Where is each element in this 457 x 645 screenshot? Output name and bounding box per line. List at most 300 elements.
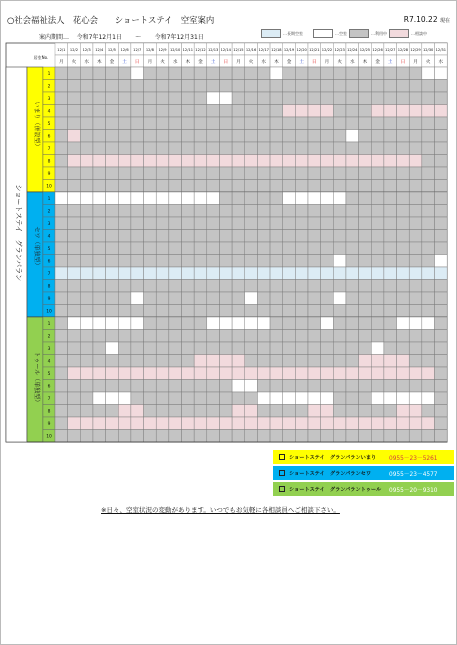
availability-cell: [308, 392, 321, 405]
availability-cell: [308, 92, 321, 105]
availability-cell: [321, 417, 334, 430]
availability-cell: [384, 330, 397, 343]
availability-cell: [144, 367, 157, 380]
availability-cell: [308, 230, 321, 243]
availability-cell: [68, 367, 81, 380]
availability-cell: [308, 417, 321, 430]
availability-cell: [207, 130, 220, 143]
room-no: 1: [47, 196, 51, 202]
availability-cell: [169, 67, 182, 80]
availability-cell: [232, 355, 245, 368]
availability-cell: [245, 155, 258, 168]
availability-cell: [219, 217, 232, 230]
unit-label: トゥール（単独型）: [33, 351, 40, 406]
availability-cell: [118, 155, 131, 168]
availability-cell: [144, 280, 157, 293]
availability-cell: [333, 280, 346, 293]
availability-cell: [144, 155, 157, 168]
availability-cell: [219, 142, 232, 155]
availability-cell: [93, 417, 106, 430]
availability-cell: [118, 317, 131, 330]
availability-cell: [346, 155, 359, 168]
availability-cell: [295, 280, 308, 293]
availability-cell: [80, 292, 93, 305]
availability-cell: [359, 205, 372, 218]
availability-cell: [169, 292, 182, 305]
availability-cell: [346, 130, 359, 143]
room-no: 9: [47, 171, 51, 177]
availability-cell: [359, 67, 372, 80]
availability-cell: [106, 142, 119, 155]
availability-cell: [422, 342, 435, 355]
availability-cell: [346, 255, 359, 268]
availability-cell: [257, 217, 270, 230]
contact-sewa: [273, 466, 454, 480]
availability-cell: [257, 192, 270, 205]
date-label: 12/3: [82, 48, 91, 52]
room-no: 9: [47, 421, 51, 427]
availability-cell: [169, 105, 182, 118]
availability-cell: [333, 417, 346, 430]
date-label: 12/29: [410, 48, 421, 52]
availability-cell: [219, 230, 232, 243]
availability-cell: [409, 392, 422, 405]
availability-cell: [169, 142, 182, 155]
availability-cell: [182, 342, 195, 355]
availability-cell: [270, 217, 283, 230]
availability-cell: [397, 417, 410, 430]
availability-cell: [359, 305, 372, 318]
availability-cell: [371, 342, 384, 355]
availability-cell: [219, 205, 232, 218]
availability-cell: [397, 242, 410, 255]
availability-cell: [371, 405, 384, 418]
availability-cell: [68, 267, 81, 280]
availability-cell: [207, 230, 220, 243]
availability-cell: [68, 192, 81, 205]
availability-cell: [257, 367, 270, 380]
availability-cell: [371, 117, 384, 130]
availability-cell: [295, 92, 308, 105]
availability-cell: [55, 380, 68, 393]
availability-cell: [384, 405, 397, 418]
availability-cell: [257, 292, 270, 305]
weekday-label: 日: [134, 60, 140, 65]
availability-cell: [245, 167, 258, 180]
availability-cell: [144, 167, 157, 180]
contact-label: ショートステイ グランパランセワ: [289, 470, 372, 477]
availability-cell: [359, 130, 372, 143]
availability-cell: [257, 255, 270, 268]
availability-cell: [333, 205, 346, 218]
availability-cell: [131, 380, 144, 393]
room-no: 8: [47, 409, 51, 415]
period-start: 令和7年12月1日: [76, 34, 122, 41]
availability-cell: [270, 92, 283, 105]
room-no: 10: [46, 434, 52, 440]
room-no: 3: [47, 346, 51, 352]
availability-cell: [144, 255, 157, 268]
availability-cell: [257, 342, 270, 355]
availability-cell: [80, 342, 93, 355]
availability-cell: [55, 217, 68, 230]
availability-cell: [106, 317, 119, 330]
availability-cell: [118, 380, 131, 393]
availability-cell: [245, 255, 258, 268]
availability-cell: [257, 392, 270, 405]
weekday-label: 日: [312, 60, 317, 65]
availability-cell: [435, 242, 448, 255]
availability-cell: [308, 205, 321, 218]
availability-cell: [333, 67, 346, 80]
availability-cell: [207, 367, 220, 380]
availability-cell: [435, 367, 448, 380]
weekday-label: 土: [299, 60, 304, 65]
availability-cell: [359, 92, 372, 105]
as-of-suffix: 現在: [439, 18, 450, 24]
availability-cell: [118, 255, 131, 268]
availability-cell: [106, 267, 119, 280]
availability-cell: [409, 417, 422, 430]
availability-cell: [182, 130, 195, 143]
availability-cell: [106, 180, 119, 193]
availability-cell: [257, 105, 270, 118]
availability-cell: [308, 355, 321, 368]
availability-cell: [422, 317, 435, 330]
availability-cell: [257, 242, 270, 255]
availability-cell: [422, 117, 435, 130]
availability-cell: [118, 205, 131, 218]
availability-cell: [295, 130, 308, 143]
availability-cell: [182, 230, 195, 243]
availability-cell: [131, 267, 144, 280]
availability-cell: [422, 280, 435, 293]
availability-cell: [371, 255, 384, 268]
availability-cell: [270, 417, 283, 430]
availability-cell: [346, 392, 359, 405]
availability-cell: [295, 342, 308, 355]
availability-cell: [295, 67, 308, 80]
availability-cell: [346, 292, 359, 305]
availability-cell: [283, 205, 296, 218]
availability-cell: [270, 317, 283, 330]
availability-cell: [257, 317, 270, 330]
availability-cell: [118, 330, 131, 343]
availability-cell: [80, 217, 93, 230]
availability-cell: [118, 192, 131, 205]
availability-cell: [156, 92, 169, 105]
availability-cell: [422, 405, 435, 418]
availability-cell: [156, 242, 169, 255]
availability-cell: [321, 92, 334, 105]
availability-cell: [333, 230, 346, 243]
availability-cell: [93, 167, 106, 180]
availability-cell: [194, 342, 207, 355]
availability-cell: [68, 142, 81, 155]
availability-cell: [397, 205, 410, 218]
availability-cell: [68, 242, 81, 255]
availability-cell: [435, 267, 448, 280]
availability-cell: [409, 255, 422, 268]
availability-cell: [422, 430, 435, 443]
availability-cell: [93, 280, 106, 293]
availability-cell: [283, 330, 296, 343]
availability-cell: [207, 342, 220, 355]
availability-cell: [182, 242, 195, 255]
availability-cell: [384, 417, 397, 430]
availability-cell: [283, 192, 296, 205]
contact-tel: 0955－20－9310: [389, 487, 438, 494]
availability-cell: [333, 380, 346, 393]
availability-cell: [80, 317, 93, 330]
availability-cell: [169, 80, 182, 93]
date-label: 12/14: [220, 48, 231, 52]
availability-cell: [333, 192, 346, 205]
availability-cell: [93, 80, 106, 93]
availability-cell: [384, 430, 397, 443]
vacancy-grid: [1, 1, 457, 446]
availability-cell: [270, 430, 283, 443]
availability-cell: [219, 380, 232, 393]
contact-list: [273, 450, 454, 498]
availability-cell: [68, 67, 81, 80]
availability-cell: [169, 280, 182, 293]
availability-cell: [384, 92, 397, 105]
availability-cell: [283, 267, 296, 280]
availability-cell: [397, 280, 410, 293]
availability-cell: [245, 92, 258, 105]
availability-cell: [257, 67, 270, 80]
availability-cell: [359, 105, 372, 118]
room-no: 5: [47, 121, 51, 127]
availability-cell: [409, 117, 422, 130]
availability-cell: [371, 267, 384, 280]
availability-cell: [68, 80, 81, 93]
availability-cell: [409, 292, 422, 305]
room-no: 4: [47, 234, 51, 240]
availability-cell: [68, 342, 81, 355]
availability-cell: [182, 292, 195, 305]
weekday-label: 金: [109, 60, 115, 65]
availability-cell: [68, 430, 81, 443]
availability-cell: [169, 155, 182, 168]
availability-cell: [118, 167, 131, 180]
availability-cell: [409, 405, 422, 418]
availability-cell: [295, 430, 308, 443]
availability-cell: [308, 430, 321, 443]
availability-cell: [308, 330, 321, 343]
availability-cell: [232, 117, 245, 130]
availability-cell: [295, 330, 308, 343]
availability-cell: [219, 355, 232, 368]
availability-cell: [257, 130, 270, 143]
availability-cell: [156, 392, 169, 405]
availability-cell: [182, 192, 195, 205]
availability-cell: [283, 80, 296, 93]
availability-cell: [194, 67, 207, 80]
availability-cell: [207, 80, 220, 93]
availability-cell: [55, 205, 68, 218]
availability-cell: [422, 180, 435, 193]
availability-cell: [80, 130, 93, 143]
availability-cell: [169, 267, 182, 280]
availability-cell: [371, 230, 384, 243]
availability-cell: [144, 205, 157, 218]
availability-cell: [397, 255, 410, 268]
availability-cell: [270, 330, 283, 343]
availability-cell: [359, 330, 372, 343]
weekday-label: 木: [274, 60, 279, 65]
availability-cell: [245, 417, 258, 430]
availability-cell: [333, 305, 346, 318]
availability-cell: [55, 67, 68, 80]
availability-cell: [245, 305, 258, 318]
availability-cell: [68, 255, 81, 268]
availability-cell: [359, 392, 372, 405]
availability-cell: [371, 130, 384, 143]
availability-cell: [270, 67, 283, 80]
availability-cell: [422, 392, 435, 405]
availability-cell: [169, 392, 182, 405]
availability-cell: [93, 242, 106, 255]
availability-cell: [55, 280, 68, 293]
availability-cell: [283, 292, 296, 305]
availability-cell: [93, 430, 106, 443]
availability-cell: [182, 305, 195, 318]
availability-cell: [346, 180, 359, 193]
availability-cell: [409, 142, 422, 155]
availability-cell: [384, 167, 397, 180]
availability-cell: [182, 205, 195, 218]
availability-cell: [182, 392, 195, 405]
availability-cell: [68, 330, 81, 343]
weekday-label: 土: [210, 60, 216, 65]
availability-cell: [435, 292, 448, 305]
availability-cell: [384, 142, 397, 155]
availability-cell: [435, 105, 448, 118]
weekday-label: 土: [122, 60, 127, 65]
availability-cell: [106, 255, 119, 268]
availability-cell: [371, 67, 384, 80]
availability-cell: [359, 192, 372, 205]
availability-cell: [182, 105, 195, 118]
availability-cell: [270, 280, 283, 293]
footer-note: ※日々、空室状況の変動があります。いつでもお気軽に各相談員へご相談下さい。: [101, 506, 340, 514]
as-of-date-value: R7.10.22: [403, 15, 438, 24]
availability-cell: [232, 142, 245, 155]
availability-cell: [257, 330, 270, 343]
bullet-square-icon: [279, 454, 285, 460]
availability-cell: [295, 142, 308, 155]
availability-cell: [194, 192, 207, 205]
availability-cell: [409, 130, 422, 143]
room-no: 3: [47, 221, 51, 227]
date-label: 12/12: [195, 48, 206, 52]
availability-cell: [397, 117, 410, 130]
availability-cell: [359, 217, 372, 230]
availability-cell: [435, 430, 448, 443]
availability-cell: [308, 405, 321, 418]
availability-cell: [232, 405, 245, 418]
availability-cell: [333, 105, 346, 118]
availability-cell: [93, 230, 106, 243]
weekday-label: 日: [223, 60, 229, 65]
availability-cell: [118, 417, 131, 430]
availability-cell: [346, 167, 359, 180]
room-no: 9: [47, 296, 51, 302]
availability-cell: [384, 155, 397, 168]
availability-cell: [131, 392, 144, 405]
availability-cell: [295, 117, 308, 130]
availability-cell: [245, 230, 258, 243]
availability-cell: [93, 155, 106, 168]
availability-cell: [295, 180, 308, 193]
availability-cell: [283, 392, 296, 405]
availability-cell: [55, 305, 68, 318]
availability-cell: [346, 192, 359, 205]
availability-cell: [232, 67, 245, 80]
availability-cell: [409, 367, 422, 380]
availability-cell: [156, 280, 169, 293]
availability-cell: [194, 367, 207, 380]
availability-cell: [106, 230, 119, 243]
availability-cell: [232, 192, 245, 205]
availability-cell: [131, 192, 144, 205]
availability-cell: [295, 367, 308, 380]
availability-cell: [321, 142, 334, 155]
availability-cell: [118, 142, 131, 155]
availability-cell: [283, 105, 296, 118]
availability-cell: [68, 92, 81, 105]
availability-cell: [68, 105, 81, 118]
availability-cell: [308, 105, 321, 118]
availability-cell: [435, 142, 448, 155]
availability-cell: [106, 92, 119, 105]
availability-cell: [422, 92, 435, 105]
availability-cell: [333, 430, 346, 443]
room-no: 10: [46, 184, 52, 190]
period-end: 令和7年12月31日: [154, 34, 204, 41]
availability-cell: [321, 180, 334, 193]
availability-cell: [144, 130, 157, 143]
availability-cell: [194, 317, 207, 330]
availability-cell: [219, 105, 232, 118]
availability-cell: [118, 430, 131, 443]
availability-cell: [283, 117, 296, 130]
availability-cell: [308, 292, 321, 305]
availability-cell: [397, 367, 410, 380]
availability-cell: [295, 105, 308, 118]
availability-cell: [55, 430, 68, 443]
weekday-label: 木: [96, 60, 102, 65]
availability-cell: [371, 242, 384, 255]
availability-cell: [144, 105, 157, 118]
availability-cell: [270, 230, 283, 243]
availability-cell: [270, 267, 283, 280]
date-label: 12/7: [133, 48, 142, 52]
availability-cell: [194, 217, 207, 230]
availability-cell: [219, 405, 232, 418]
availability-cell: [397, 342, 410, 355]
availability-cell: [359, 142, 372, 155]
availability-cell: [194, 130, 207, 143]
availability-cell: [106, 430, 119, 443]
availability-cell: [346, 267, 359, 280]
availability-cell: [232, 205, 245, 218]
availability-cell: [93, 405, 106, 418]
availability-cell: [144, 430, 157, 443]
availability-cell: [321, 167, 334, 180]
